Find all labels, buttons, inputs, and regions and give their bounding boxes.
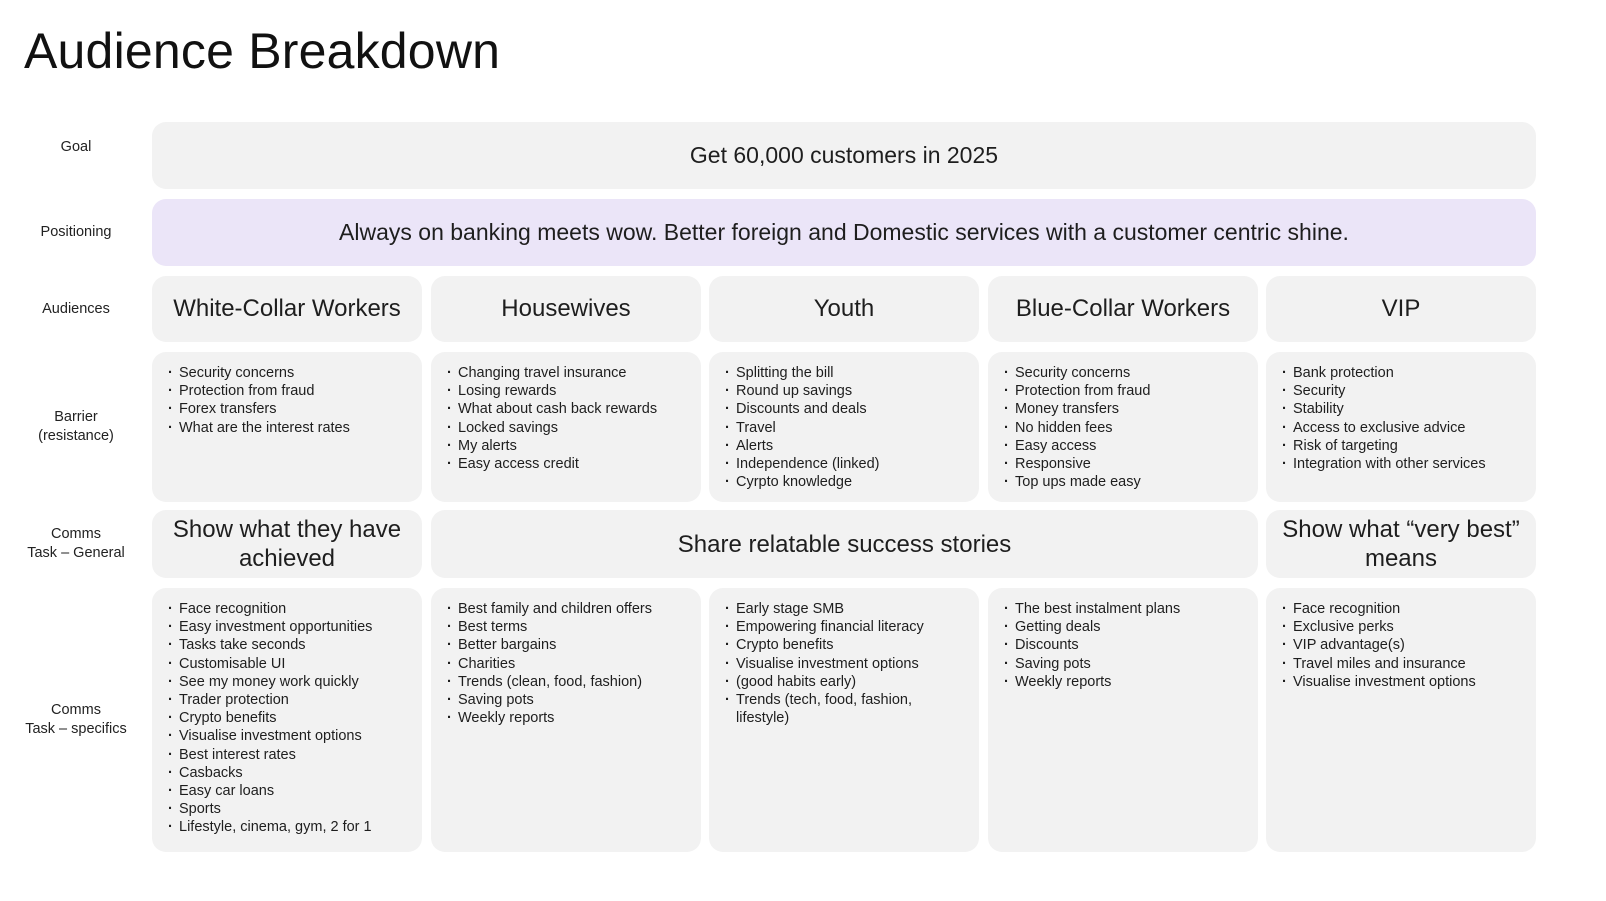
audience-card-white-collar xyxy=(152,276,422,342)
list-item: · Access to exclusive advice xyxy=(1282,419,1536,437)
audience-title: White-Collar Workers xyxy=(173,295,401,322)
list-item: · (good habits early) xyxy=(725,673,939,691)
goal-box xyxy=(152,122,1536,189)
list-item: · Getting deals xyxy=(1004,618,1258,636)
goal-text: Get 60,000 customers in 2025 xyxy=(689,142,999,168)
list-item: · What about cash back rewards xyxy=(447,400,701,418)
list-item: · Cyrpto knowledge xyxy=(725,473,979,491)
comms-general-shared xyxy=(431,510,1258,578)
barrier-list xyxy=(709,352,979,491)
audience-title: Housewives xyxy=(501,295,631,322)
list-item: · Changing travel insurance xyxy=(447,364,701,382)
list-item: · Easy access credit xyxy=(447,455,701,473)
audience-title: VIP xyxy=(1381,295,1421,322)
list-item: · Stability xyxy=(1282,400,1536,418)
barrier-card-housewives xyxy=(431,352,701,502)
list-item: · Better bargains xyxy=(447,636,701,654)
list-item: · No hidden fees xyxy=(1004,419,1258,437)
list-item: · Integration with other services xyxy=(1282,455,1536,473)
comms-general-text: Show what they have achieved xyxy=(172,516,402,572)
list-item: · Trends (clean, food, fashion) xyxy=(447,673,701,691)
row-label-barrier: Barrier (resistance) xyxy=(38,409,114,444)
audience-title: Youth xyxy=(813,295,875,322)
list-item: · Face recognition xyxy=(168,600,422,618)
row-label-goal: Goal xyxy=(60,138,92,155)
barrier-card-white-collar xyxy=(152,352,422,502)
positioning-box xyxy=(152,199,1536,266)
comms-general-white-collar xyxy=(152,510,422,578)
list-item: · Best terms xyxy=(447,618,701,636)
list-item: · Sports xyxy=(168,800,422,818)
list-item: · Face recognition xyxy=(1282,600,1536,618)
list-item: · Lifestyle, cinema, gym, 2 for 1 xyxy=(168,818,422,836)
audience-card-housewives xyxy=(431,276,701,342)
list-item: · Visualise investment options xyxy=(1282,673,1536,691)
barrier-card-blue-collar xyxy=(988,352,1258,502)
barrier-card-youth xyxy=(709,352,979,502)
list-item: · Saving pots xyxy=(447,691,701,709)
list-item: · Exclusive perks xyxy=(1282,618,1536,636)
list-item: · Easy car loans xyxy=(168,782,422,800)
barrier-list xyxy=(152,352,422,437)
row-label-comms-specifics: Comms Task – specifics xyxy=(25,702,127,737)
list-item: · Discounts and deals xyxy=(725,400,979,418)
list-item: · Charities xyxy=(447,655,701,673)
list-item: · Alerts xyxy=(725,437,979,455)
list-item: · Round up savings xyxy=(725,382,979,400)
comms-general-text: Show what “very best” means xyxy=(1282,516,1520,572)
list-item: · The best instalment plans xyxy=(1004,600,1258,618)
list-item: · VIP advantage(s) xyxy=(1282,636,1536,654)
specifics-list xyxy=(431,588,701,727)
list-item: · Splitting the bill xyxy=(725,364,979,382)
comms-general-vip xyxy=(1266,510,1536,578)
list-item: · My alerts xyxy=(447,437,701,455)
list-item: · Money transfers xyxy=(1004,400,1258,418)
barrier-list xyxy=(431,352,701,473)
list-item: · Best interest rates xyxy=(168,746,422,764)
list-item: · Security concerns xyxy=(1004,364,1258,382)
barrier-list xyxy=(988,352,1258,491)
barrier-list xyxy=(1266,352,1536,473)
list-item: · Bank protection xyxy=(1282,364,1536,382)
specifics-list xyxy=(1266,588,1536,691)
list-item: · Risk of targeting xyxy=(1282,437,1536,455)
list-item: · Trader protection xyxy=(168,691,422,709)
list-item: · Independence (linked) xyxy=(725,455,979,473)
list-item: · Crypto benefits xyxy=(168,709,422,727)
barrier-card-vip xyxy=(1266,352,1536,502)
list-item: · Weekly reports xyxy=(1004,673,1258,691)
list-item: · Early stage SMB xyxy=(725,600,939,618)
row-label-positioning: Positioning xyxy=(40,224,112,240)
specifics-card-housewives xyxy=(431,588,701,852)
list-item: · Discounts xyxy=(1004,636,1258,654)
specifics-card-white-collar xyxy=(152,588,422,852)
list-item: · Casbacks xyxy=(168,764,422,782)
row-label-comms-general: Comms Task – General xyxy=(27,526,125,561)
specifics-card-youth xyxy=(709,588,979,852)
specifics-card-blue-collar xyxy=(988,588,1258,852)
list-item: · Travel xyxy=(725,419,979,437)
audience-card-vip xyxy=(1266,276,1536,342)
specifics-card-vip xyxy=(1266,588,1536,852)
audience-title: Blue-Collar Workers xyxy=(1015,295,1231,322)
list-item: · Losing rewards xyxy=(447,382,701,400)
audience-card-youth xyxy=(709,276,979,342)
list-item: · Trends (tech, food, fashion, lifestyle) xyxy=(725,691,939,727)
list-item: · Tasks take seconds xyxy=(168,636,422,654)
list-item: · Easy investment opportunities xyxy=(168,618,422,636)
list-item: · Visualise investment options xyxy=(725,655,939,673)
positioning-text: Always on banking meets wow. Better foreign and Domestic services with a customer centric shine. xyxy=(339,219,1349,245)
list-item: · Customisable UI xyxy=(168,655,422,673)
list-item: · Protection from fraud xyxy=(168,382,422,400)
list-item: · Locked savings xyxy=(447,419,701,437)
list-item: · Responsive xyxy=(1004,455,1258,473)
list-item: · Empowering financial literacy xyxy=(725,618,939,636)
list-item: · Saving pots xyxy=(1004,655,1258,673)
list-item: · Travel miles and insurance xyxy=(1282,655,1536,673)
specifics-list xyxy=(152,588,422,837)
list-item: · What are the interest rates xyxy=(168,419,422,437)
list-item: · See my money work quickly xyxy=(168,673,422,691)
specifics-list xyxy=(988,588,1258,691)
list-item: · Crypto benefits xyxy=(725,636,939,654)
comms-general-text: Share relatable success stories xyxy=(677,530,1012,558)
list-item: · Top ups made easy xyxy=(1004,473,1258,491)
list-item: · Protection from fraud xyxy=(1004,382,1258,400)
list-item: · Security xyxy=(1282,382,1536,400)
list-item: · Security concerns xyxy=(168,364,422,382)
page-title: Audience Breakdown xyxy=(24,23,501,79)
list-item: · Forex transfers xyxy=(168,400,422,418)
list-item: · Weekly reports xyxy=(447,709,701,727)
row-label-audiences: Audiences xyxy=(42,301,110,317)
list-item: · Visualise investment options xyxy=(168,727,422,745)
specifics-list xyxy=(709,588,979,727)
list-item: · Best family and children offers xyxy=(447,600,701,618)
list-item: · Easy access xyxy=(1004,437,1258,455)
audience-card-blue-collar xyxy=(988,276,1258,342)
